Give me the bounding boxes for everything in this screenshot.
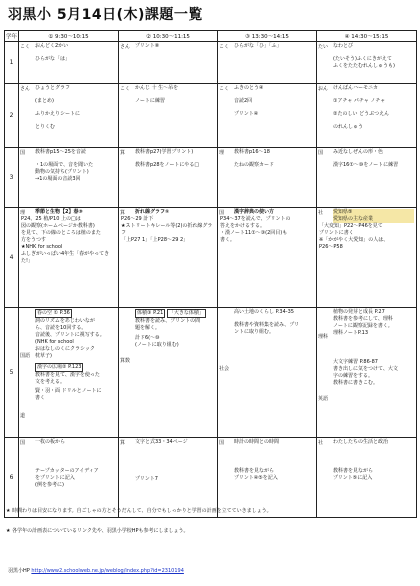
subject-label: 算 xyxy=(120,150,126,156)
task-line: 高い土地のくらし P.34-35 xyxy=(234,309,294,315)
task-heading: 春の空 ① P.36 xyxy=(37,310,70,316)
task-line: わたしたちの生活と政治 xyxy=(333,439,389,445)
task-heading: 漢字の広場② P.123 xyxy=(37,364,82,370)
task-line: 教科書を見て、漢字を使った xyxy=(35,372,100,378)
subject-label: 英語 xyxy=(318,396,329,402)
task-line: 教科書を読み、プリントの問 xyxy=(135,318,201,324)
task-line: 時計の時間との時間 xyxy=(234,439,280,445)
task-line: 題を解く。 xyxy=(135,325,160,331)
task-line: 植物の発芽と成長 P.27 xyxy=(333,309,385,315)
cell-g6-p1 xyxy=(19,438,119,518)
grade-row-3 xyxy=(5,148,417,208)
subject-label: こく xyxy=(120,86,131,92)
task-line: とりくむ xyxy=(35,124,56,130)
task-line: (ノートに取り組む) xyxy=(135,342,179,348)
subject-label: 理 xyxy=(20,210,26,216)
task-line: プリント⑧ xyxy=(135,43,160,49)
task-line: 折れ線グラフ① xyxy=(135,209,170,215)
grade-number: 5 xyxy=(5,308,19,438)
subject-label: 国 xyxy=(20,150,26,156)
task-line: けんばんハーモニカ xyxy=(333,85,379,91)
grade-row-1 xyxy=(5,42,417,84)
task-line: プリント④⑤を記入 xyxy=(234,475,278,481)
cell-g5-p2 xyxy=(119,308,218,438)
footer-label: 羽黒小HP xyxy=(8,568,30,574)
task-line: ・漢ノート11①〜③(2回目)も xyxy=(220,230,288,236)
task-line: 書く。 xyxy=(220,237,235,243)
grade-row-2 xyxy=(5,84,417,148)
task-line: (NHK for school xyxy=(35,339,74,345)
cell-g1-p1 xyxy=(19,42,119,84)
cell-g4-p1 xyxy=(19,208,119,308)
subject-label: 国 xyxy=(318,150,324,156)
task-line: 教科書を見ながら xyxy=(234,468,275,474)
grade-number: 1 xyxy=(5,42,19,84)
subject-label: 国語 xyxy=(20,353,31,359)
task-line: 漢字16①〜⑩をノートに練習 xyxy=(333,162,399,168)
task-line: 教科書を見ながら xyxy=(333,468,374,474)
grade-row-6 xyxy=(5,438,417,518)
task-line: 文字と式33・34ページ xyxy=(135,439,188,445)
task-line: 教科書p28をノートにやる□ xyxy=(135,162,200,168)
subject-label: 算 xyxy=(120,210,126,216)
note-reference-links: ★ 各学年の計画表についているリンク先や、羽黒小学校HPも参考にしましょう。 xyxy=(6,528,189,534)
task-line: P24、25 植/P10 上の□は xyxy=(21,216,81,222)
task-line: 教科書p27(学習プリント) xyxy=(135,149,194,155)
task-line: (まとめ) xyxy=(35,98,54,104)
task-line: かんじ 十 生〜吊を xyxy=(135,85,179,91)
task-line: 動物の気持ち(プリント) xyxy=(35,169,89,175)
task-line: P26〜29 計下 xyxy=(121,216,154,222)
task-line: 枕草子) xyxy=(35,353,52,359)
task-line: ひらがな「は」 xyxy=(35,56,71,62)
subject-label: 社 xyxy=(318,440,324,446)
subject-label: 国 xyxy=(219,210,225,216)
task-line: をプリントに記入 xyxy=(35,475,75,481)
task-line: ・1の場面で、音を聞いた xyxy=(35,162,94,168)
task-line: ひらがな「ひ」「ふ」 xyxy=(234,43,282,49)
task-line: (たいそう)ふくにきがえて xyxy=(333,56,392,62)
task-line: ノートに練習 xyxy=(135,98,165,104)
task-line: 図の観察(ホームページか教科書) xyxy=(21,223,95,229)
cell-g3-p1 xyxy=(19,148,119,208)
subject-label: 社会 xyxy=(219,366,230,372)
task-line: 音読2回 xyxy=(234,98,253,104)
task-heading: 体積③ P.21 xyxy=(137,310,164,316)
task-line: 字の練習をする。 xyxy=(333,373,374,379)
task-line: 一枚の板から xyxy=(35,439,66,445)
cell-g2-p3 xyxy=(218,84,317,148)
task-line: たねの観察カード xyxy=(234,162,275,168)
header-period-1: ① 9:30〜10:15 xyxy=(19,31,119,42)
header-grade: 学年 xyxy=(5,31,19,42)
task-line: 教科書に書きこむ。 xyxy=(333,380,379,386)
school-homepage-link[interactable]: http://www2.schoolweb.ne.jp/weblog/index.php?id=2310194 xyxy=(31,568,184,574)
task-line: 教科書や資料集を読み、プリ xyxy=(234,322,300,328)
header-period-2: ② 10:30〜11:15 xyxy=(119,31,218,42)
grade-number: 3 xyxy=(5,148,19,208)
subject-label: 国 xyxy=(219,440,225,446)
subject-label: 国 xyxy=(20,440,26,446)
task-line: 計ド6(〜⑩ xyxy=(135,335,160,341)
task-line: のれんしゅう xyxy=(333,124,364,130)
task-line: ふくをたたむれんしゅうも) xyxy=(333,63,395,69)
cell-g5-p1 xyxy=(19,308,119,438)
subject-label: 理 xyxy=(219,150,225,156)
page-title: 羽黒小 5月14日(木)課題一覧 xyxy=(8,7,203,23)
task-line: ントに取り組む。 xyxy=(234,329,275,335)
grade-number: 2 xyxy=(5,84,19,148)
cell-g1-p3 xyxy=(218,42,317,84)
cell-g6-p2 xyxy=(119,438,218,518)
task-line: ノートに観察記録を書く。 xyxy=(333,323,393,329)
task-line: P26〜P58 xyxy=(319,244,343,250)
task-line: 「大変知」P22〜P46を見て xyxy=(319,223,383,229)
task-line: 教科書p15〜25を音読 xyxy=(35,149,86,155)
task-line: ひょうとグラフ xyxy=(35,85,71,91)
cell-g4-p3 xyxy=(218,208,317,308)
task-line: なわとび xyxy=(333,43,354,49)
cell-g2-p1 xyxy=(19,84,119,148)
highlighted-task: 愛知県⑤ xyxy=(333,209,414,216)
task-line: 教科書p16〜18 xyxy=(234,149,270,155)
task-line: ①アチャ パチャ ノチャ xyxy=(333,98,386,104)
task-line: ふしぎがいっぱい4年生「春がやってきた!」 xyxy=(21,251,110,264)
task-line: プリント⑤に記入 xyxy=(333,475,373,481)
task-line: 大文字練習 P.86-87 xyxy=(333,359,378,365)
grade-row-5 xyxy=(5,308,417,438)
cell-g5-p4 xyxy=(317,308,417,438)
task-line: 詞のリズムをあじわいなが xyxy=(35,318,95,324)
subject-label: さん xyxy=(120,44,131,50)
note-schedule-guideline: ★ 時間わりは目安になります。自ごしゃの方とそうだんして、自分でもしっかりと学習の計画を立てていきましょう。 xyxy=(6,508,272,514)
task-line: 教科書を参考にして、理科 xyxy=(333,316,393,322)
task-line: ★NHK for school xyxy=(21,244,63,250)
grade-number: 4 xyxy=(5,208,19,308)
subject-label: 社 xyxy=(318,210,324,216)
task-line: おはなしのくにクラシック xyxy=(35,346,95,352)
header-period-3: ③ 13:30〜14:15 xyxy=(218,31,317,42)
cell-g4-p2 xyxy=(119,208,218,308)
task-line: プリント7 xyxy=(135,476,158,482)
subject-label: 算数 xyxy=(120,358,131,364)
header-row xyxy=(5,31,417,42)
task-line: テープカッターのアイディア xyxy=(35,468,99,474)
task-line: →1の場面の音読3回 xyxy=(35,176,81,182)
footer xyxy=(8,567,184,574)
subject-label: こく xyxy=(219,86,230,92)
cell-g5-p3 xyxy=(218,308,317,438)
task-line: ら、音読を10回する。 xyxy=(35,325,87,331)
task-line: ★ストリートキレール等(2)の折れ線グラフ xyxy=(121,223,213,236)
task-line: ふきのとう④ xyxy=(234,85,264,91)
subject-label: さん xyxy=(20,86,31,92)
task-line: 答えをかけるする。 xyxy=(220,223,266,229)
task-line: 「上P27 1」「上P28〜29 2」 xyxy=(121,237,189,243)
cell-g6-p3 xyxy=(218,438,317,518)
task-line: プリントに書く xyxy=(319,230,354,236)
cell-g2-p2 xyxy=(119,84,218,148)
task-line: 書く xyxy=(35,395,46,401)
task-line: ふりかえりシートに xyxy=(35,111,81,117)
task-line: 書き出しに気をつけて、大文 xyxy=(333,366,398,372)
highlighted-task: 愛知県の主な産業 xyxy=(333,216,414,223)
schedule-table xyxy=(4,30,417,518)
cell-g3-p3 xyxy=(218,148,317,208)
header-period-4: ④ 14:30〜15:15 xyxy=(317,31,417,42)
cell-g1-p4 xyxy=(317,42,417,84)
task-line: 方をうつす xyxy=(21,237,47,243)
cell-g4-p4 xyxy=(317,208,417,308)
task-line: 音読後、プリントに視写する。 xyxy=(35,332,105,338)
task-line: P34〜37を読んで、プリントの xyxy=(220,216,291,222)
task-line: 文を考える。 xyxy=(35,379,66,385)
task-line: み近なしぜんの形・色 xyxy=(333,149,384,155)
subject-label: こく xyxy=(219,44,230,50)
subject-label: 算 xyxy=(120,440,126,446)
subject-label: たい xyxy=(318,44,329,50)
cell-g1-p2 xyxy=(119,42,218,84)
task-line: を見て、下の線のところは植のまた xyxy=(21,230,101,236)
task-line: 理科ノートP.13 xyxy=(333,330,369,336)
cell-g6-p4 xyxy=(317,438,417,518)
task-line: 漢字辞典の使い方 xyxy=(234,209,275,215)
task-heading: 「大きな体積」 xyxy=(168,310,204,316)
subject-label: おん xyxy=(318,86,329,92)
cell-g3-p2 xyxy=(119,148,218,208)
task-line: ②たのしい どうぶつえん xyxy=(333,111,390,117)
cell-g2-p4 xyxy=(317,84,417,148)
grade-row-4 xyxy=(5,208,417,308)
task-line: プリント④ xyxy=(234,111,259,117)
cell-g3-p4 xyxy=(317,148,417,208)
grade-number: 6 xyxy=(5,438,19,518)
subject-label: こく xyxy=(20,44,31,50)
task-line: (例を参考に) xyxy=(35,482,64,488)
subject-label: 理科 xyxy=(318,334,329,340)
task-line: ※「かがやく大愛知」の人は、 xyxy=(319,237,389,243)
task-line: 賢・羽・面 ドリルとノートに xyxy=(35,388,102,394)
subject-label: 道 xyxy=(20,413,26,419)
task-line: 季節と生物【2】春③ xyxy=(35,209,83,215)
task-line: おんどく2かい xyxy=(35,43,69,49)
